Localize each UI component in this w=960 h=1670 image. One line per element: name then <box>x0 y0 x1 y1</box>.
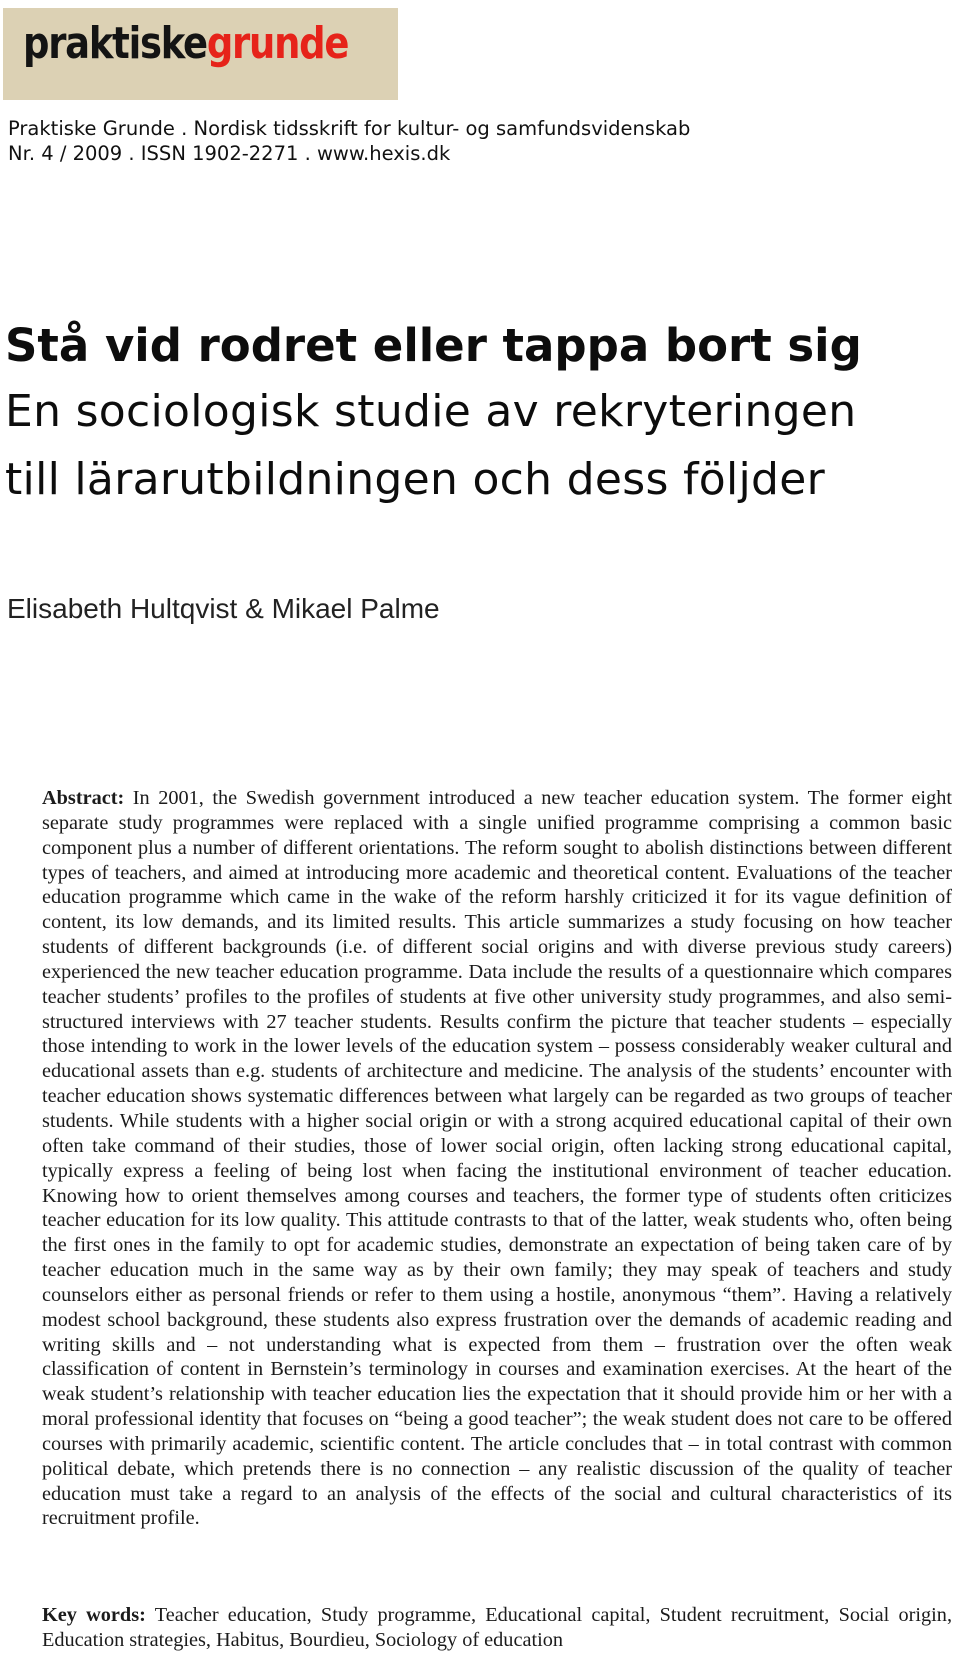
abstract-text: In 2001, the Swedish government introduced a new teacher education system. The former eight separate study programmes were replaced with a single unified programme comprising a common basic component plus a number of different orientations. The reform sought to abolish distinctions between different types of teachers, and aimed at introducing more academic and theoretical content. Evaluations of the teacher education programme which came in the wake of the reform harshly criticized it for its vague definition of content, its low demands, and its limited results. This article summarizes a study focusing on how teacher students of different backgrounds (i.e. of different social origins and with diverse previous study careers) experienced the new teacher education programme. Data include the results of a questionnaire which compares teacher students’ profiles to the profiles of students at five other university study programmes, and also semi-structured interviews with 27 teacher students. Results confirm the picture that teacher students – especially those intending to work in the lower levels of the education system – possess considerably weaker cultural and educational assets than e.g. students of architecture and medicine. The analysis of the students’ encounter with teacher education shows systematic differences between what largely can be regarded as two groups of teacher students. While students with a higher social origin or with a strong acquired educational capital of their own often take command of their studies, those of lower social origin, often lacking strong educational capital, typically express a feeling of being lost when facing the institutional environment of teacher education. Knowing how to orient themselves among courses and teachers, the former type of students often criticizes teacher education for its low quality. This attitude contrasts to that of the latter, weak students who, often being the first ones in the family to opt for academic studies, demonstrate an expectation of being taken care of by teacher education much in the same way as by their own family; they may speak of teachers and study counselors either as personal friends or refer to them using a hostile, anonymous “them”. Having a relatively modest school background, these students also express frustration over the demands of academic reading and writing skills and – not understanding what is expected from them – frustration over the often weak classification of content in Bernstein’s terminology in courses and examination exercises. At the heart of the weak student’s relationship with teacher education lies the expectation that it should provide him or her with a moral professional identity that focuses on “being a good teacher”; the weak student does not care to be offered courses with primarily academic, scientific content. The article concludes that – in total contrast with common political debate, which pretends there is no connection – any realistic discussion of the quality of teacher education must take a regard to an analysis of the effects of the social and cultural characteristics of its recruitment profile. <box>42 787 952 1530</box>
article-title-block <box>5 314 862 514</box>
article-title: Stå vid rodret eller tappa bort sig <box>5 319 862 372</box>
abstract-label: Abstract: <box>42 787 125 809</box>
article-subtitle-line1: En sociologisk studie av rekryteringen <box>5 386 857 437</box>
abstract-section <box>42 786 952 1531</box>
article-subtitle-line2: till lärarutbildningen och dess följder <box>5 454 826 505</box>
keywords-text: Teacher education, Study programme, Educational capital, Student recruitment, Social origin, Education strategies, Habitus, Bourdieu, Sociology of education <box>42 1604 953 1651</box>
journal-info <box>8 116 690 166</box>
keywords-label: Key words: <box>42 1604 146 1626</box>
journal-issue: Nr. 4 / 2009 . ISSN 1902-2271 . www.hexis.dk <box>8 142 451 165</box>
journal-name: Praktiske Grunde . Nordisk tidsskrift for kultur- og samfundsvidenskab <box>8 117 691 140</box>
article-authors: Elisabeth Hultqvist & Mikael Palme <box>7 593 440 624</box>
logo-text-praktiske: praktiske <box>23 18 207 69</box>
logo-wordmark <box>23 18 349 69</box>
logo-text-grunde: grunde <box>206 18 349 69</box>
journal-logo <box>3 8 398 100</box>
keywords-section <box>42 1603 952 1652</box>
